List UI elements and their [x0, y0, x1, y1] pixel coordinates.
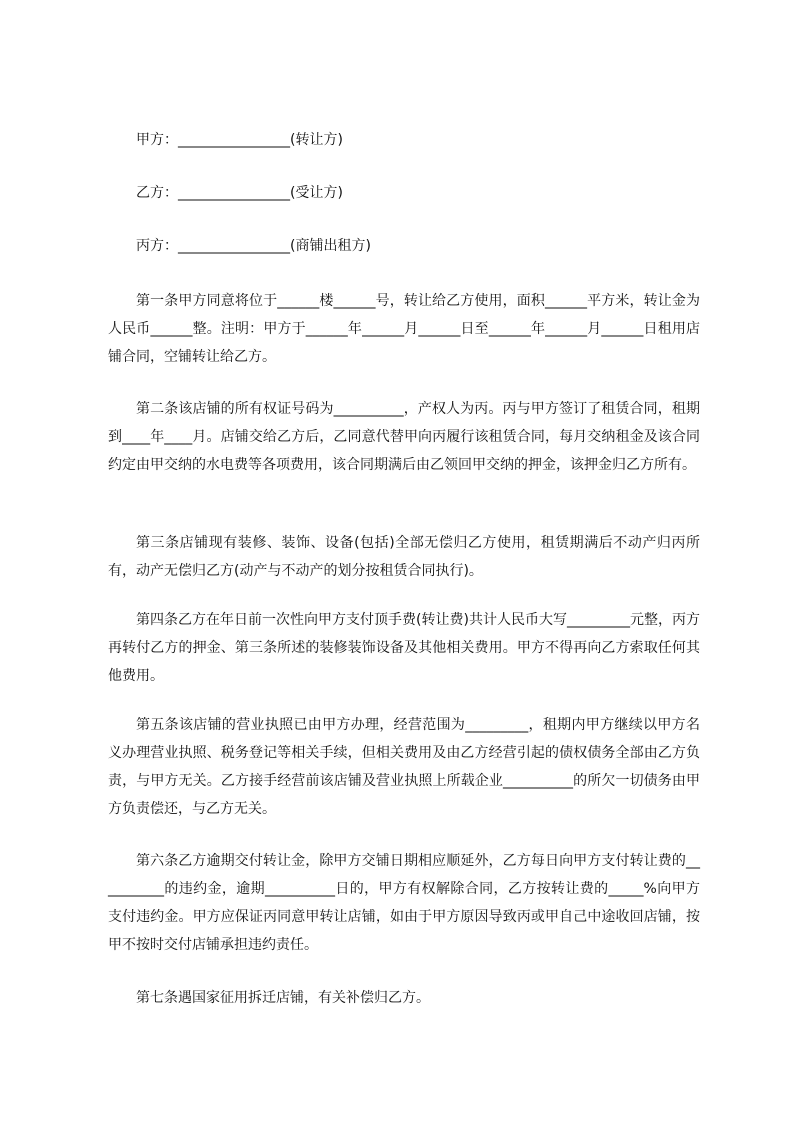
clause-4: 第四条乙方在年日前一次性向甲方支付顶手费(转让费)共计人民币大写_________元整，丙方再转付乙方的押金、第三条所述的装修装饰设备及其他相关费用。甲方不得再向乙方索取任何其他费用。: [108, 612, 700, 684]
clause-3: 第三条店铺现有装修、装饰、设备(包括)全部无偿归乙方使用，租赁期满后不动产归丙所有，动产无偿归乙方(动产与不动产的划分按租赁合同执行)。: [108, 535, 700, 579]
party-a-line: 甲方：________________(转让方): [136, 132, 343, 148]
clause-1: 第一条甲方同意将位于______楼______号，转让给乙方使用，面积______平方米，转让金为人民币______整。注明：甲方于______年______月______日至______年______月______日租用店铺合同，空铺转让给乙方。: [108, 293, 700, 365]
clause-2: 第二条该店铺的所有权证号码为__________，产权人为丙。丙与甲方签订了租赁合同，租期到____年____月。店铺交给乙方后，乙同意代替甲向丙履行该租赁合同，每月交纳租金及该合同约定由甲交纳的水电费等各项费用，该合同期满后由乙领回甲交纳的押金，该押金归乙方所有。: [108, 401, 700, 473]
clause-5: 第五条该店铺的营业执照已由甲方办理，经营范围为_________，租期内甲方继续以甲方名义办理营业执照、税务登记等相关手续，但相关费用及由乙方经营引起的债权债务全部由乙方负责，与甲方无关。乙方接手经营前该店铺及营业执照上所载企业__________的所欠一切债务由甲方负责偿还，与乙方无关。: [108, 717, 700, 817]
party-b-line: 乙方：________________(受让方): [136, 185, 343, 201]
clause-7: 第七条遇国家征用拆迁店铺，有关补偿归乙方。: [136, 990, 430, 1006]
party-c-line: 丙方：________________(商铺出租方): [136, 238, 371, 254]
clause-6: 第六条乙方逾期交付转让金，除甲方交铺日期相应顺延外，乙方每日向甲方支付转让费的__________的违约金，逾期__________日的，甲方有权解除合同，乙方按转让费的_____%向甲方支付违约金。甲方应保证丙同意甲转让店铺，如由于甲方原因导致丙或甲自己中途收回店铺，按甲不按时交付店铺承担违约责任。: [108, 853, 700, 953]
